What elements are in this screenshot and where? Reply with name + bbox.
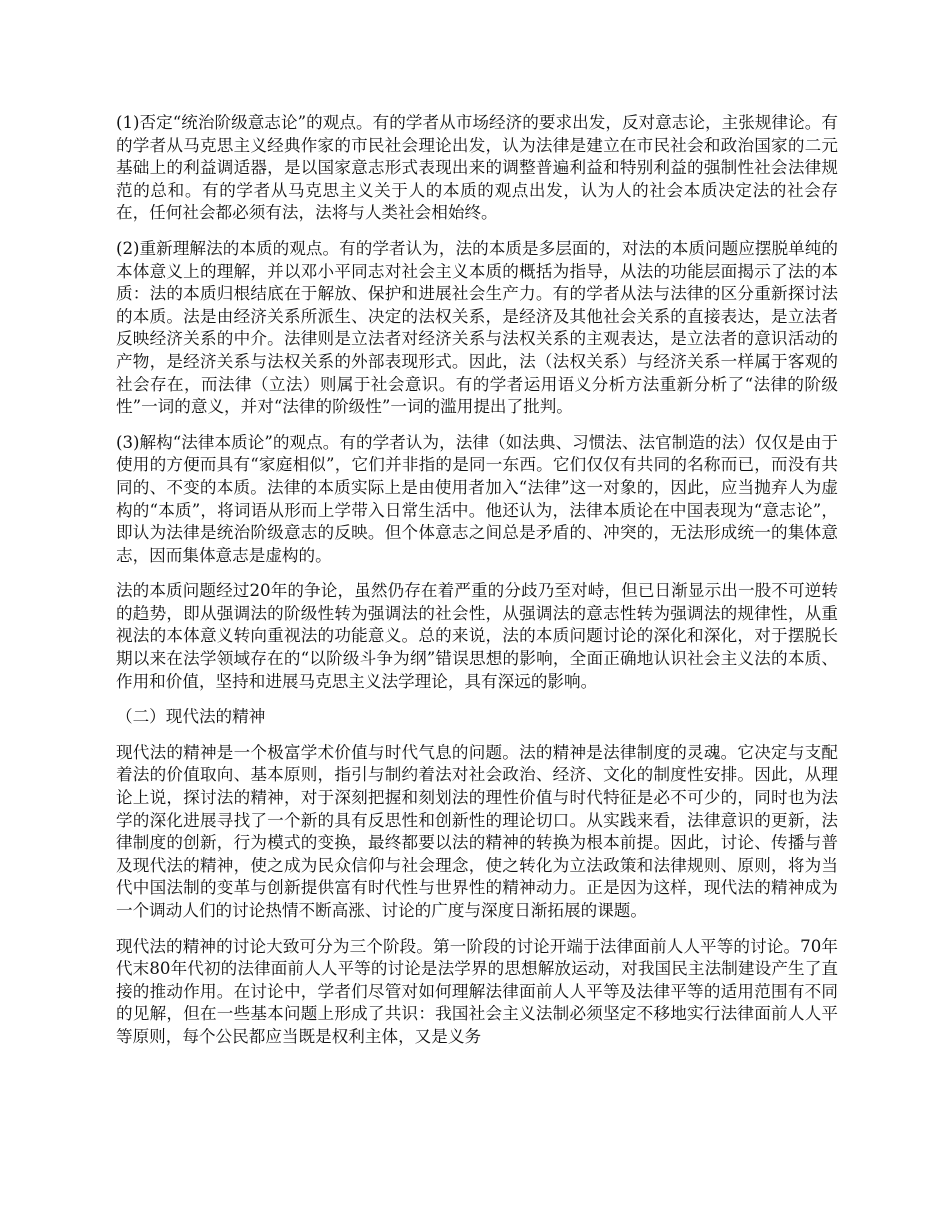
paragraph-denial-of-will-theory: (1)否定“统治阶级意志论”的观点。有的学者从市场经济的要求出发，反对意志论，主张规律论。有的学者从马克思主义经典作家的市民社会理论出发，认为法律是建立在市民社会和政治国家的二元基础上的利益调适器，是以国家意志形式表现出来的调整普遍利益和特别利益的强制性社会法律规范的总和。有的学者从马克思主义关于人的本质的观点出发，认为人的社会本质决定法的社会存在，任何社会都必须有法，法将与人类社会相始终。 [116, 113, 838, 223]
paragraph-essence-debate-summary: 法的本质问题经过20年的争论，虽然仍存在着严重的分歧乃至对峙，但已日渐显示出一股不可逆转的趋势，即从强调法的阶级性转为强调法的社会性，从强调法的意志性转为强调法的规律性，从重视法的本体意义转向重视法的功能意义。总的来说，法的本质问题讨论的深化和深化，对于摆脱长期以来在法学领域存在的“以阶级斗争为纲”错误思想的影响，全面正确地认识社会主义法的本质、作用和价值，坚持和进展马克思主义法学理论，具有深远的影响。 [116, 581, 838, 691]
paragraph-three-stages: 现代法的精神的讨论大致可分为三个阶段。第一阶段的讨论开端于法律面前人人平等的讨论。70年代末80年代初的法律面前人人平等的讨论是法学界的思想解放运动，对我国民主法制建设产生了直接的推动作用。在讨论中，学者们尽管对如何理解法律面前人人平等及法律平等的适用范围有不同的见解，但在一些基本问题上形成了共识：我国社会主义法制必须坚定不移地实行法律面前人人平等原则，每个公民都应当既是权利主体，又是义务 [116, 936, 838, 1046]
document-page [116, 112, 838, 1062]
paragraph-modern-law-spirit: 现代法的精神是一个极富学术价值与时代气息的问题。法的精神是法律制度的灵魂。它决定与支配着法的价值取向、基本原则，指引与制约着法对社会政治、经济、文化的制度性安排。因此，从理论上说，探讨法的精神，对于深刻把握和刻划法的理性价值与时代特征是必不可少的，同时也为法学的深化进展寻找了一个新的具有反思性和创新性的理论切口。从实践来看，法律意识的更新，法律制度的创新，行为模式的变换，最终都要以法的精神的转换为根本前提。因此，讨论、传播与普及现代法的精神，使之成为民众信仰与社会理念，使之转化为立法政策和法律规则、原则，将为当代中国法制的变革与创新提供富有时代性与世界性的精神动力。正是因为这样，现代法的精神成为一个调动人们的讨论热情不断高涨、讨论的广度与深度日渐拓展的课题。 [116, 742, 838, 920]
paragraph-reunderstanding-essence: (2)重新理解法的本质的观点。有的学者认为，法的本质是多层面的，对法的本质问题应摆脱单纯的本体意义上的理解，并以邓小平同志对社会主义本质的概括为指导，从法的功能层面揭示了法的本质：法的本质归根结底在于解放、保护和进展社会生产力。有的学者从法与法律的区分重新探讨法的本质。法是由经济关系所派生、决定的法权关系，是经济及其他社会关系的直接表达，是立法者反映经济关系的中介。法律则是立法者对经济关系与法权关系的主观表达，是立法者的意识活动的产物，是经济关系与法权关系的外部表现形式。因此，法（法权关系）与经济关系一样属于客观的社会存在，而法律（立法）则属于社会意识。有的学者运用语义分析方法重新分析了“法律的阶级性”一词的意义，并对“法律的阶级性”一词的滥用提出了批判。 [116, 238, 838, 417]
paragraph-deconstruct-essence-theory: (3)解构“法律本质论”的观点。有的学者认为，法律（如法典、习惯法、法官制造的法）仅仅是由于使用的方便而具有“家庭相似”，它们并非指的是同一东西。它们仅仅有共同的名称而已，而没有共同的、不变的本质。法律的本质实际上是由使用者加入“法律”这一对象的，因此，应当抛弃人为虚构的“本质”，将词语从形而上学带入日常生活中。他还认为，法律本质论在中国表现为“意志论”，即认为法律是统治阶级意志的反映。但个体意志之间总是矛盾的、冲突的，无法形成统一的集体意志，因而集体意志是虚构的。 [116, 432, 838, 565]
section-heading-modern-law-spirit: （二）现代法的精神 [116, 707, 266, 727]
